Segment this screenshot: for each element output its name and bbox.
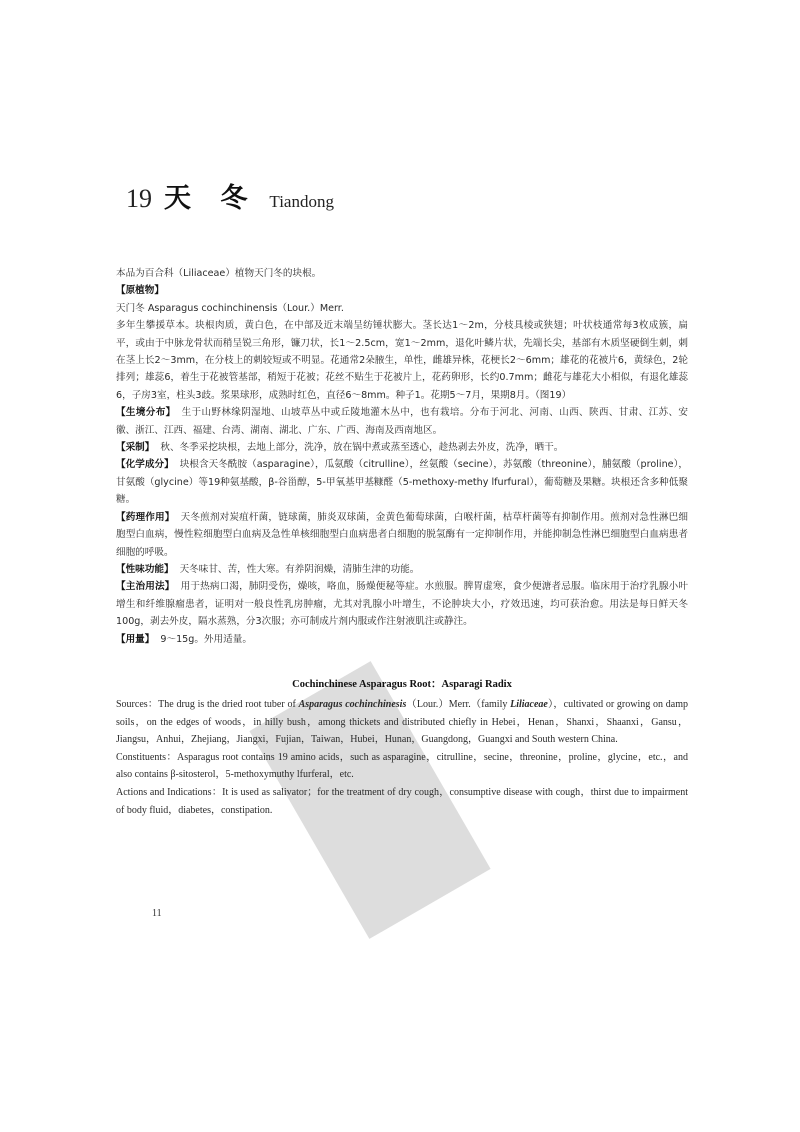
section-label: 【采制】	[116, 442, 155, 454]
plant-latin-name: 天门冬 Asparagus cochinchinensis（Lour.）Merr.	[116, 302, 344, 314]
section-label: 【生境分布】	[116, 407, 176, 419]
usage-section	[116, 578, 688, 630]
species-name: Asparagus cochinchinesis	[298, 699, 407, 710]
family-name: Liliaceae	[510, 699, 548, 710]
properties-section	[116, 561, 688, 578]
english-monograph-body	[116, 696, 688, 819]
properties-text: 天冬味甘、苦，性大寒。有养阴润燥，清肺生津的功能。	[179, 563, 420, 575]
habitat-text: 生于山野林缘阴湿地、山坡草丛中或丘陵地灌木丛中，也有栽培。分布于河北、河南、山西、陕西、甘肃、江苏、安徽、浙江、江西、福建、台湾、湖南、湖北、广东、广西、海南及西南地区。	[116, 407, 689, 436]
entry-title-pinyin: Tiandong	[269, 192, 334, 211]
plant-section-heading	[116, 282, 688, 299]
habitat-section	[116, 404, 688, 439]
section-label: 【原植物】	[116, 285, 164, 297]
entry-title-chinese: 天 冬	[164, 183, 258, 214]
english-section-title: Cochinchinese Asparagus Root：Asparagi Radix	[292, 679, 512, 690]
sources-text-c: ），cultivated or growing on damp soils，on the edges of woods，in hilly bush，among thickets and distributed chiefly in Hebei，Henan，Shanxi，Shaanxi，Gansu，Jiangsu，Anhui，Zhejiang，Jiangxi，Fujian，Taiwan，Hubei，Hunan，Guangdong，Guangxi and South western China.	[116, 699, 688, 746]
english-actions: Actions and Indications：It is used as salivator；for the treatment of dry cough，consumptive disease with cough，thirst due to impairment of body fluid，diabetes，constipation.	[116, 786, 688, 816]
entry-number: 19	[126, 184, 152, 213]
chinese-monograph-body	[116, 265, 688, 648]
section-label: 【主治用法】	[116, 581, 175, 593]
pharmacology-section	[116, 509, 688, 561]
harvest-section	[116, 439, 688, 456]
dosage-text: 9～15g。外用适量。	[160, 633, 252, 645]
section-label: 【药理作用】	[116, 511, 175, 523]
usage-text: 用于热病口渴，肺阴受伤，燥咳，咯血，肠燥便秘等症。水煎服。脾胃虚寒，食少便溏者忌服。临床用于治疗乳腺小叶增生和纤维腺瘤患者，证明对一般良性乳房肿瘤，尤其对乳腺小叶增生，不论肿块大小，疗效迅速，均可获治愈。用法是每日鲜天冬100g，剥去外皮，隔水蒸熟，分3次服；亦可制成片剂内服或作注射液肌注或静注。	[116, 581, 689, 628]
section-label: 【化学成分】	[116, 459, 174, 471]
page-number: 11	[152, 908, 162, 919]
pharmacology-text: 天冬煎剂对炭疽杆菌，链球菌，肺炎双球菌，金黄色葡萄球菌，白喉杆菌，枯草杆菌等有抑制作用。煎剂对急性淋巴细胞型白血病，慢性粒细胞型白血病及急性单核细胞型白血病患者白细胞的脱氢酶有一定抑制作用，并能抑制急性淋巴细胞型白血病患者细胞的呼吸。	[116, 511, 689, 558]
harvest-text: 秋、冬季采挖块根，去地上部分，洗净，放在锅中煮或蒸至透心，趁热剥去外皮，洗净，晒干。	[160, 442, 564, 454]
monograph-heading	[126, 176, 334, 215]
dosage-section	[116, 631, 688, 648]
intro-paragraph: 本品为百合科（Liliaceae）植物天门冬的块根。	[116, 268, 322, 279]
english-sources	[116, 696, 688, 749]
chemistry-section	[116, 456, 688, 508]
section-label: 【性味功能】	[116, 563, 174, 575]
chemistry-text: 块根含天冬酰胺（asparagine），瓜氨酸（citrulline），丝氨酸（secine），苏氨酸（threonine），脯氨酸（proline），甘氨酸（glycine）等19种氨基酸，β-谷甾醇，5-甲氧基甲基糠醛（5-methoxy-methy lfurfural），葡萄糖及果糖。块根还含多种低聚糖。	[116, 459, 688, 506]
english-constituents: Constituents：Asparagus root contains 19 amino acids，such as asparagine，citrulline，secine，threonine，proline，glycine，etc.，and also contains β-sitosterol，5-methoxymuthy lfurferal，etc.	[116, 751, 688, 781]
plant-description: 多年生攀援草本。块根肉质，黄白色，在中部及近末端呈纺锤状膨大。茎长达1～2m，分枝具棱或狭翅；叶状枝通常每3枚成簇，扁平，或由于中脉龙骨状而稍呈锐三角形，镰刀状，长1～2.5cm，宽1～2mm，退化叶鳞片状，先端长尖，基部有木质坚硬倒生刺，刺在茎上长2～3mm，在分枝上的刺较短或不明显。花通常2朵腋生，单性，雌雄异株，花梗长2～6mm；雄花的花被片6，黄绿色，2轮排列；雄蕊6，着生于花被管基部，稍短于花被；花丝不贴生于花被片上，花药卵形，长约0.7mm；雌花与雄花大小相似，有退化雄蕊6，子房3室，柱头3歧。浆果球形，成熟时红色，直径6～8mm。种子1。花期5～7月，果期8月。（图19）	[116, 320, 688, 401]
sources-text-a: Sources：The drug is the dried root tuber of	[116, 699, 299, 710]
sources-text-b: （Lour.）Merr.（family	[406, 699, 511, 710]
section-label: 【用量】	[116, 633, 155, 645]
